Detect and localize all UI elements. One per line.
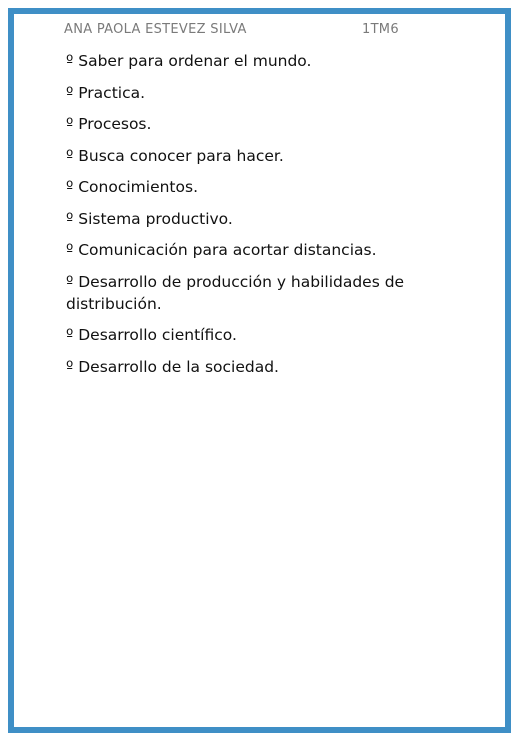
list-item: º Comunicación para acortar distancias. (66, 241, 377, 259)
document-header (64, 22, 464, 42)
list-item: º Desarrollo de producción y habilidades de distribución. (66, 272, 405, 313)
student-name: ANA PAOLA ESTEVEZ SILVA (64, 22, 247, 37)
list-item: º Sistema productivo. (66, 209, 233, 228)
list-item: º Conocimientos. (66, 178, 198, 196)
list-item: º Busca conocer para hacer. (66, 146, 284, 165)
list-item: º Procesos. (66, 115, 152, 133)
list-item: º Saber para ordenar el mundo. (66, 52, 312, 70)
group-code: 1TM6 (362, 22, 399, 37)
item-list (66, 50, 426, 387)
list-item: º Desarrollo de la sociedad. (66, 357, 279, 376)
list-item: º Practica. (66, 83, 146, 102)
list-item: º Desarrollo científico. (66, 326, 237, 344)
